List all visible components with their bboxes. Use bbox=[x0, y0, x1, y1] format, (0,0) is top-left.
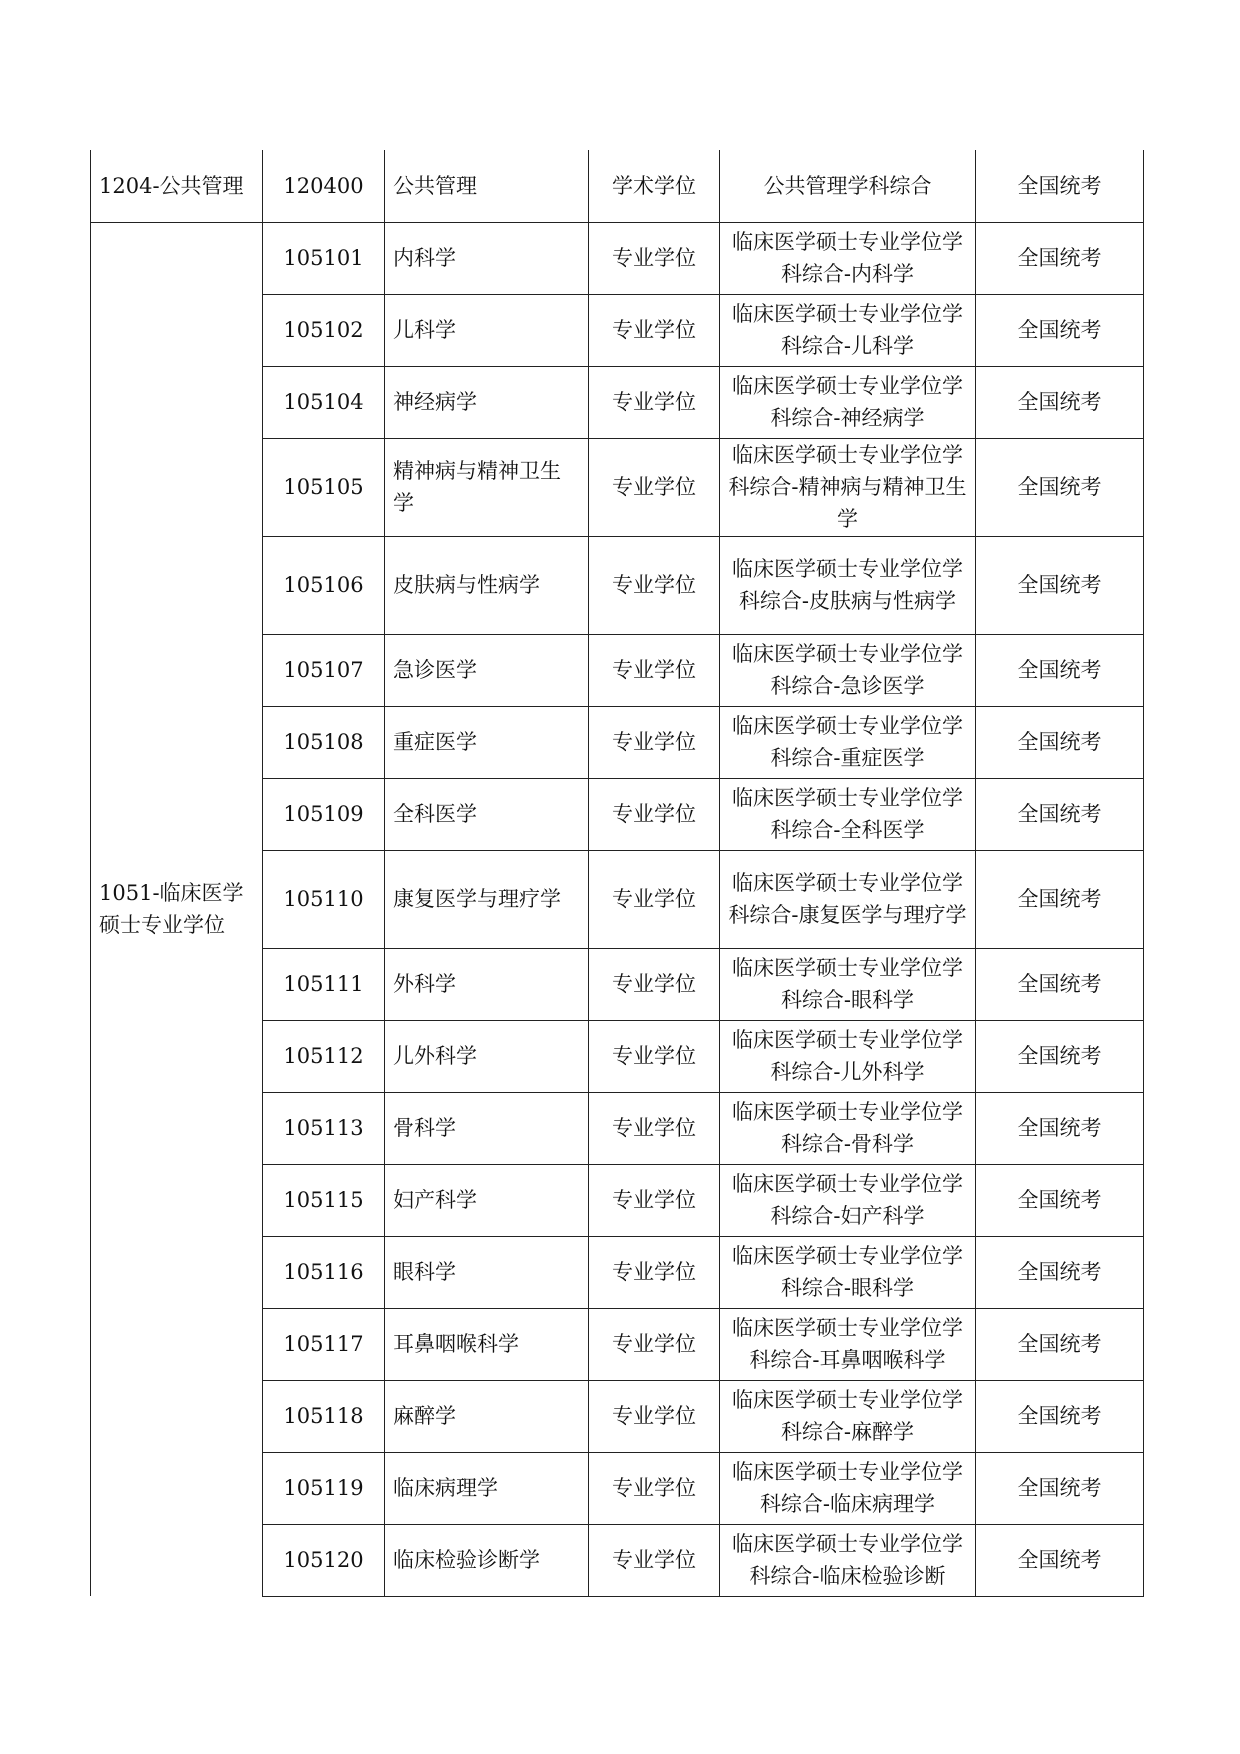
exam-subject-cell: 临床医学硕士专业学位学科综合-眼科学 bbox=[720, 948, 976, 1020]
major-name-cell: 康复医学与理疗学 bbox=[385, 850, 589, 948]
exam-method-cell: 全国统考 bbox=[976, 706, 1144, 778]
major-code-cell: 105112 bbox=[263, 1020, 385, 1092]
exam-method-cell: 全国统考 bbox=[976, 1380, 1144, 1452]
degree-type-cell: 专业学位 bbox=[589, 222, 720, 294]
exam-method-cell: 全国统考 bbox=[976, 222, 1144, 294]
major-name-cell: 全科医学 bbox=[385, 778, 589, 850]
exam-subject-cell: 公共管理学科综合 bbox=[720, 150, 976, 222]
major-name-cell: 临床检验诊断学 bbox=[385, 1524, 589, 1596]
degree-type-cell: 专业学位 bbox=[589, 778, 720, 850]
exam-subject-cell: 临床医学硕士专业学位学科综合-康复医学与理疗学 bbox=[720, 850, 976, 948]
exam-subject-cell: 临床医学硕士专业学位学科综合-耳鼻咽喉科学 bbox=[720, 1308, 976, 1380]
exam-subject-cell: 临床医学硕士专业学位学科综合-急诊医学 bbox=[720, 634, 976, 706]
exam-subject-cell: 临床医学硕士专业学位学科综合-麻醉学 bbox=[720, 1380, 976, 1452]
major-code-cell: 105117 bbox=[263, 1308, 385, 1380]
program-table-body bbox=[91, 150, 1144, 1596]
exam-method-cell: 全国统考 bbox=[976, 366, 1144, 438]
degree-type-cell: 专业学位 bbox=[589, 706, 720, 778]
degree-type-cell: 专业学位 bbox=[589, 1524, 720, 1596]
major-name-cell: 麻醉学 bbox=[385, 1380, 589, 1452]
degree-type-cell: 专业学位 bbox=[589, 1236, 720, 1308]
exam-subject-cell: 临床医学硕士专业学位学科综合-精神病与精神卫生学 bbox=[720, 438, 976, 536]
exam-subject-cell: 临床医学硕士专业学位学科综合-骨科学 bbox=[720, 1092, 976, 1164]
major-code-cell: 105109 bbox=[263, 778, 385, 850]
exam-method-cell: 全国统考 bbox=[976, 536, 1144, 634]
exam-method-cell: 全国统考 bbox=[976, 438, 1144, 536]
exam-method-cell: 全国统考 bbox=[976, 1236, 1144, 1308]
major-code-cell: 105119 bbox=[263, 1452, 385, 1524]
exam-subject-cell: 临床医学硕士专业学位学科综合-临床病理学 bbox=[720, 1452, 976, 1524]
major-code-cell: 105110 bbox=[263, 850, 385, 948]
major-code-cell: 105108 bbox=[263, 706, 385, 778]
exam-method-cell: 全国统考 bbox=[976, 1308, 1144, 1380]
major-name-cell: 神经病学 bbox=[385, 366, 589, 438]
exam-method-cell: 全国统考 bbox=[976, 1020, 1144, 1092]
exam-method-cell: 全国统考 bbox=[976, 634, 1144, 706]
major-code-cell: 105104 bbox=[263, 366, 385, 438]
major-code-cell: 105111 bbox=[263, 948, 385, 1020]
major-name-cell: 儿外科学 bbox=[385, 1020, 589, 1092]
exam-subject-cell: 临床医学硕士专业学位学科综合-儿外科学 bbox=[720, 1020, 976, 1092]
major-name-cell: 妇产科学 bbox=[385, 1164, 589, 1236]
degree-type-cell: 专业学位 bbox=[589, 294, 720, 366]
major-name-cell: 重症医学 bbox=[385, 706, 589, 778]
exam-method-cell: 全国统考 bbox=[976, 948, 1144, 1020]
exam-method-cell: 全国统考 bbox=[976, 1164, 1144, 1236]
exam-method-cell: 全国统考 bbox=[976, 1092, 1144, 1164]
major-code-cell: 105106 bbox=[263, 536, 385, 634]
exam-subject-cell: 临床医学硕士专业学位学科综合-内科学 bbox=[720, 222, 976, 294]
degree-type-cell: 专业学位 bbox=[589, 366, 720, 438]
major-name-cell: 骨科学 bbox=[385, 1092, 589, 1164]
exam-method-cell: 全国统考 bbox=[976, 850, 1144, 948]
degree-type-cell: 专业学位 bbox=[589, 1308, 720, 1380]
major-name-cell: 公共管理 bbox=[385, 150, 589, 222]
exam-subject-cell: 临床医学硕士专业学位学科综合-妇产科学 bbox=[720, 1164, 976, 1236]
exam-subject-cell: 临床医学硕士专业学位学科综合-重症医学 bbox=[720, 706, 976, 778]
exam-subject-cell: 临床医学硕士专业学位学科综合-全科医学 bbox=[720, 778, 976, 850]
exam-method-cell: 全国统考 bbox=[976, 150, 1144, 222]
major-code-cell: 105101 bbox=[263, 222, 385, 294]
major-name-cell: 急诊医学 bbox=[385, 634, 589, 706]
degree-type-cell: 专业学位 bbox=[589, 1380, 720, 1452]
degree-type-cell: 专业学位 bbox=[589, 536, 720, 634]
exam-subject-cell: 临床医学硕士专业学位学科综合-临床检验诊断 bbox=[720, 1524, 976, 1596]
major-code-cell: 105113 bbox=[263, 1092, 385, 1164]
major-code-cell: 105102 bbox=[263, 294, 385, 366]
major-code-cell: 105107 bbox=[263, 634, 385, 706]
major-code-cell: 105120 bbox=[263, 1524, 385, 1596]
table-row bbox=[91, 222, 1144, 294]
major-name-cell: 耳鼻咽喉科学 bbox=[385, 1308, 589, 1380]
degree-type-cell: 专业学位 bbox=[589, 438, 720, 536]
degree-type-cell: 专业学位 bbox=[589, 1452, 720, 1524]
exam-method-cell: 全国统考 bbox=[976, 294, 1144, 366]
exam-method-cell: 全国统考 bbox=[976, 1524, 1144, 1596]
degree-type-cell: 专业学位 bbox=[589, 1092, 720, 1164]
exam-subject-cell: 临床医学硕士专业学位学科综合-皮肤病与性病学 bbox=[720, 536, 976, 634]
degree-type-cell: 专业学位 bbox=[589, 948, 720, 1020]
program-table bbox=[90, 150, 1144, 1597]
major-code-cell: 105118 bbox=[263, 1380, 385, 1452]
exam-subject-cell: 临床医学硕士专业学位学科综合-神经病学 bbox=[720, 366, 976, 438]
degree-type-cell: 专业学位 bbox=[589, 1020, 720, 1092]
major-code-cell: 120400 bbox=[263, 150, 385, 222]
exam-method-cell: 全国统考 bbox=[976, 1452, 1144, 1524]
major-name-cell: 精神病与精神卫生学 bbox=[385, 438, 589, 536]
major-name-cell: 临床病理学 bbox=[385, 1452, 589, 1524]
exam-subject-cell: 临床医学硕士专业学位学科综合-眼科学 bbox=[720, 1236, 976, 1308]
degree-type-cell: 学术学位 bbox=[589, 150, 720, 222]
major-name-cell: 内科学 bbox=[385, 222, 589, 294]
exam-subject-cell: 临床医学硕士专业学位学科综合-儿科学 bbox=[720, 294, 976, 366]
category-cell: 1204-公共管理 bbox=[91, 150, 263, 222]
major-name-cell: 儿科学 bbox=[385, 294, 589, 366]
major-code-cell: 105105 bbox=[263, 438, 385, 536]
major-code-cell: 105116 bbox=[263, 1236, 385, 1308]
category-cell: 1051-临床医学硕士专业学位 bbox=[91, 222, 263, 1596]
degree-type-cell: 专业学位 bbox=[589, 850, 720, 948]
degree-type-cell: 专业学位 bbox=[589, 634, 720, 706]
major-name-cell: 外科学 bbox=[385, 948, 589, 1020]
table-row bbox=[91, 150, 1144, 222]
major-name-cell: 眼科学 bbox=[385, 1236, 589, 1308]
exam-method-cell: 全国统考 bbox=[976, 778, 1144, 850]
major-name-cell: 皮肤病与性病学 bbox=[385, 536, 589, 634]
major-code-cell: 105115 bbox=[263, 1164, 385, 1236]
degree-type-cell: 专业学位 bbox=[589, 1164, 720, 1236]
